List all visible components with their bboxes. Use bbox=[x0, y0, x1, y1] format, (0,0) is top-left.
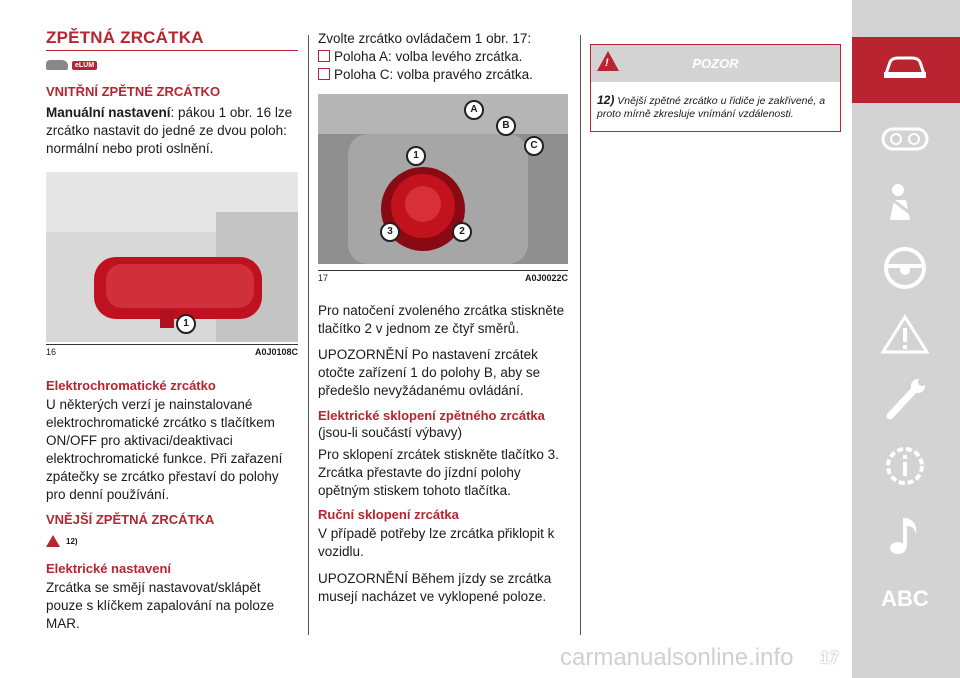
notice-2-text: UPOZORNĚNÍ Během jízdy se zrcátka musejí nacházet ve vyklopené poloze. bbox=[318, 571, 552, 604]
warning-icon bbox=[46, 535, 60, 547]
rotate-text: Pro natočení zvoleného zrcátka stiskněte tlačítko 2 v jednom ze čtyř směrů. bbox=[318, 303, 565, 336]
warning-header bbox=[591, 45, 840, 82]
figure-16-badge: 1 bbox=[176, 314, 196, 334]
elum-badge: eLUM bbox=[72, 61, 97, 70]
checkbox-icon bbox=[318, 68, 330, 80]
heading-manual-fold: Ruční sklopení zrcátka bbox=[318, 507, 459, 522]
warning-ref-number: 12) bbox=[66, 536, 78, 546]
seatbelt-icon[interactable] bbox=[880, 182, 930, 229]
manual-text: : pákou 1 obr. 16 lze zrcátko nastavit do jedné ze dvou poloh: normální nebo proti oslnění. bbox=[46, 105, 293, 156]
dashboard-icon[interactable] bbox=[880, 124, 930, 161]
column-divider-2 bbox=[580, 35, 581, 635]
warning-title: POZOR bbox=[692, 56, 739, 71]
figure-16-code: A0J0108C bbox=[254, 347, 298, 357]
abc-index-label[interactable]: ABC bbox=[881, 586, 929, 611]
selector-intro: Zvolte zrcátko ovládačem 1 obr. 17: bbox=[318, 31, 532, 46]
warning-body bbox=[591, 82, 840, 131]
electric-adjustment-paragraph bbox=[46, 579, 298, 633]
heading-electrochromatic: Elektrochromatické zrcátko bbox=[46, 378, 216, 393]
fold-paragraph bbox=[318, 424, 570, 500]
heading-exterior-mirrors: VNĚJŠÍ ZPĚTNÁ ZRCÁTKA bbox=[46, 512, 215, 527]
mirror-control-illustration bbox=[318, 94, 568, 264]
electrochromatic-paragraph bbox=[46, 396, 298, 504]
figure-17-badge-3: 3 bbox=[380, 222, 400, 242]
position-c: Poloha C: volba pravého zrcátka. bbox=[334, 67, 533, 82]
key-icon bbox=[46, 60, 68, 70]
manual-fold-paragraph bbox=[318, 525, 570, 561]
music-note-icon[interactable] bbox=[880, 512, 930, 563]
manual-adjust-paragraph bbox=[46, 104, 298, 158]
figure-16-caption bbox=[46, 344, 298, 357]
figure-17-badge-b: B bbox=[496, 116, 516, 136]
manual-fold-text: V případě potřeby lze zrcátka přiklopit k vozidlu. bbox=[318, 526, 555, 559]
fold-text: Pro sklopení zrcátek stiskněte tlačítko 3. Zrcátka přestavte do jízdní polohy opětným stiskem tohoto tlačítka. bbox=[318, 447, 559, 498]
notice-1-text: UPOZORNĚNÍ Po nastavení zrcátek otočte zařízení 1 do polohy B, aby se předešlo nevyžádanému ovládání. bbox=[318, 347, 541, 398]
manual-label: Manuální nastavení bbox=[46, 105, 171, 120]
notice-1-paragraph bbox=[318, 346, 570, 400]
figure-17-caption bbox=[318, 270, 568, 283]
figure-17 bbox=[318, 94, 568, 264]
selector-paragraph bbox=[318, 30, 570, 84]
rotate-paragraph bbox=[318, 302, 570, 338]
key-icon-row bbox=[46, 60, 97, 70]
watermark: carmanualsonline.info bbox=[560, 644, 794, 671]
warning-reference bbox=[46, 535, 78, 547]
page-number: 17 bbox=[820, 648, 839, 667]
electrochromatic-text: U některých verzí je nainstalované elektrochromatické zrcátko s tlačítkem ON/OFF pro aktivaci/deaktivaci elektrochromatické funkce. Při zařazení zpátečky se zrcátko přestaví do polohy pro denní používání. bbox=[46, 397, 283, 502]
position-a: Poloha A: volba levého zrcátka. bbox=[334, 49, 523, 64]
figure-16-number: 16 bbox=[46, 347, 57, 357]
title-rule bbox=[46, 50, 298, 51]
warning-number: 12) bbox=[597, 93, 615, 107]
figure-17-badge-a: A bbox=[464, 100, 484, 120]
checkbox-icon bbox=[318, 50, 330, 62]
heading-interior-mirror: VNITŘNÍ ZPĚTNÉ ZRCÁTKO bbox=[46, 84, 221, 99]
warning-text: Vnější zpětné zrcátko u řidiče je zakřivené, a proto mírně zkresluje vnímání vzdálenosti. bbox=[597, 95, 826, 120]
steering-wheel-icon[interactable] bbox=[880, 246, 930, 297]
figure-16 bbox=[46, 172, 298, 342]
figure-17-badge-c: C bbox=[524, 136, 544, 156]
heading-electric-adjustment: Elektrické nastavení bbox=[46, 561, 172, 576]
figure-17-number: 17 bbox=[318, 273, 329, 283]
figure-17-badge-2: 2 bbox=[452, 222, 472, 242]
heading-electric-fold: Elektrické sklopení zpětného zrcátka bbox=[318, 408, 545, 423]
mirror-illustration bbox=[46, 172, 298, 342]
figure-17-code: A0J0022C bbox=[524, 273, 568, 283]
warning-icon[interactable] bbox=[880, 314, 930, 361]
fold-subtitle: (jsou-li součástí výbavy) bbox=[318, 425, 463, 440]
warning-box bbox=[590, 44, 841, 132]
column-divider-1 bbox=[308, 35, 309, 635]
exclamation-icon: ! bbox=[605, 57, 609, 69]
figure-17-badge-1: 1 bbox=[406, 146, 426, 166]
notice-2-paragraph bbox=[318, 570, 570, 606]
wrench-icon[interactable] bbox=[880, 378, 930, 429]
page-title: ZPĚTNÁ ZRCÁTKA bbox=[46, 28, 204, 47]
car-icon[interactable] bbox=[880, 52, 930, 89]
gear-info-icon[interactable] bbox=[880, 444, 930, 495]
electric-adjustment-text: Zrcátka se smějí nastavovat/sklápět pouze s klíčkem zapalování na poloze MAR. bbox=[46, 580, 275, 631]
